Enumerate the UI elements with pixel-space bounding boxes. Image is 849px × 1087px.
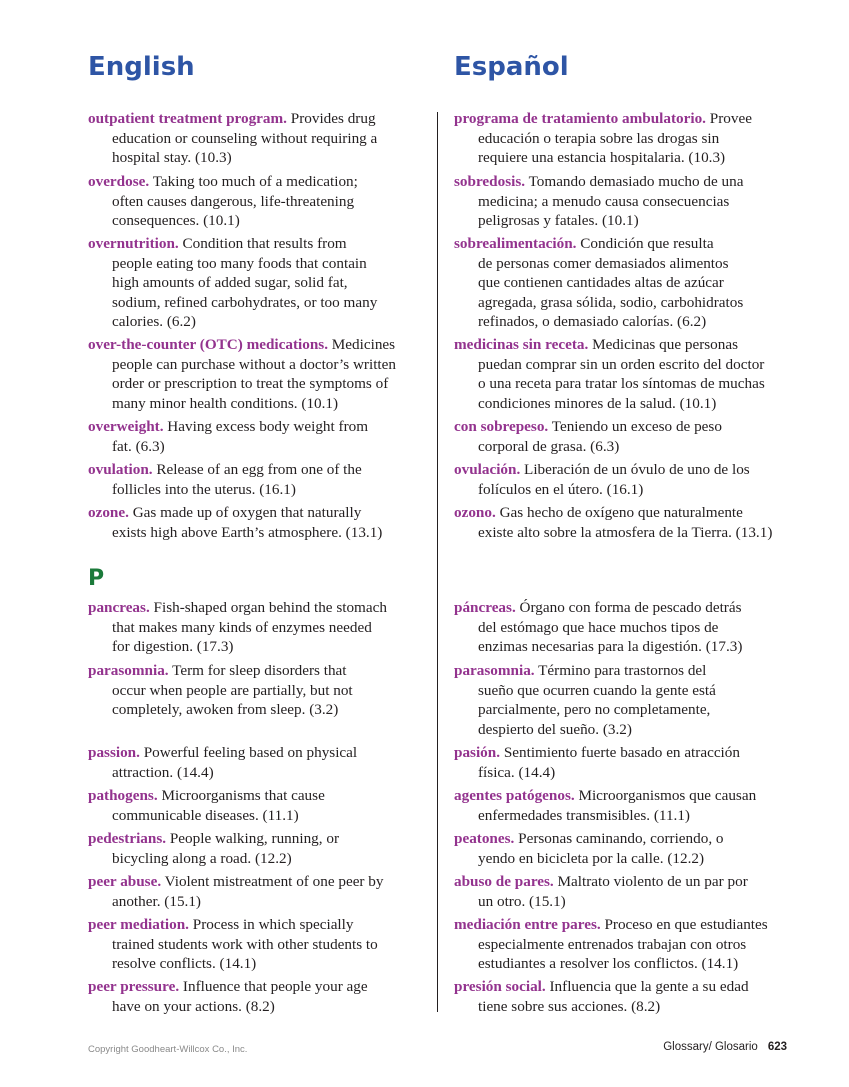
glossary-definition: Microorganisms that cause communicable diseases. (11.1) bbox=[112, 787, 325, 824]
glossary-entry bbox=[88, 872, 452, 911]
glossary-entry bbox=[88, 915, 452, 974]
glossary-entry bbox=[454, 234, 818, 332]
glossary-entry bbox=[88, 503, 452, 542]
glossary-definition: Taking too much of a medication; often causes dangerous, life-threatening consequences. (10.1) bbox=[112, 173, 358, 230]
glossary-entry bbox=[454, 417, 818, 456]
glossary-term: ozone. bbox=[88, 504, 129, 521]
glossary-entry bbox=[88, 460, 452, 499]
glossary-definition: Proceso en que estudiantes especialmente entrenados trabajan con otros estudiantes a resolver los conflictos. (14.1) bbox=[478, 916, 768, 973]
glossary-entry bbox=[88, 977, 452, 1016]
glossary-entry bbox=[88, 234, 452, 332]
glossary-definition: Gas made up of oxygen that naturally exists high above Earth’s atmosphere. (13.1) bbox=[112, 504, 383, 541]
glossary-term: overweight. bbox=[88, 418, 164, 435]
glossary-term: programa de tratamiento ambulatorio. bbox=[454, 110, 706, 127]
glossary-definition: Condition that results from people eating too many foods that contain high amounts of added sugar, solid fat, sodium, refined carbohydrates, or too many calories. (6.2) bbox=[112, 235, 378, 331]
glossary-entry bbox=[88, 743, 452, 782]
page-footer bbox=[663, 1041, 787, 1053]
glossary-term: outpatient treatment program. bbox=[88, 110, 287, 127]
glossary-term: pancreas. bbox=[88, 599, 150, 616]
glossary-entry bbox=[88, 786, 452, 825]
glossary-definition: People walking, running, or bicycling along a road. (12.2) bbox=[112, 830, 340, 867]
glossary-term: ozono. bbox=[454, 504, 496, 521]
glossary-term: pathogens. bbox=[88, 787, 158, 804]
glossary-definition: Influence that people your age have on your actions. (8.2) bbox=[112, 978, 368, 1015]
glossary-entry bbox=[454, 872, 818, 911]
glossary-term: passion. bbox=[88, 744, 140, 761]
glossary-term: pedestrians. bbox=[88, 830, 167, 847]
glossary-term: peer pressure. bbox=[88, 978, 180, 995]
glossary-entry bbox=[88, 109, 452, 168]
glossary-definition: Powerful feeling based on physical attraction. (14.4) bbox=[112, 744, 358, 781]
glossary-entry bbox=[454, 829, 818, 868]
glossary-entry bbox=[454, 786, 818, 825]
glossary-definition: Liberación de un óvulo de uno de los folículos en el útero. (16.1) bbox=[478, 461, 750, 498]
glossary-term: sobrealimentación. bbox=[454, 235, 577, 252]
glossary-entry bbox=[454, 172, 818, 231]
glossary-definition: Violent mistreatment of one peer by another. (15.1) bbox=[112, 873, 384, 910]
glossary-definition: Process in which specially trained students work with other students to resolve conflicts. (14.1) bbox=[112, 916, 378, 973]
glossary-term: páncreas. bbox=[454, 599, 516, 616]
glossary-definition: Provides drug education or counseling without requiring a hospital stay. (10.3) bbox=[112, 110, 378, 167]
glossary-entry bbox=[88, 829, 452, 868]
glossary-entry bbox=[88, 335, 452, 413]
glossary-term: agentes patógenos. bbox=[454, 787, 575, 804]
glossary-definition: Término para trastornos del sueño que ocurren cuando la gente está parcialmente, pero no completamente, despierto del sueño. (3.2) bbox=[478, 662, 716, 738]
glossary-definition: Medicines people can purchase without a doctor’s written order or prescription to treat the symptoms of many minor health conditions. (10.1) bbox=[112, 336, 396, 412]
glossary-entry bbox=[454, 598, 818, 657]
glossary-term: parasomnia. bbox=[454, 662, 535, 679]
glossary-definition: Provee educación o terapia sobre las drogas sin requiere una estancia hospitalaria. (10.3) bbox=[478, 110, 752, 167]
glossary-term: sobredosis. bbox=[454, 173, 526, 190]
glossary-definition: Tomando demasiado mucho de una medicina; a menudo causa consecuencias peligrosas y fatales. (10.1) bbox=[478, 173, 744, 230]
glossary-term: overnutrition. bbox=[88, 235, 179, 252]
glossary-entry bbox=[454, 977, 818, 1016]
glossary-term: over-the-counter (OTC) medications. bbox=[88, 336, 328, 353]
glossary-definition: Gas hecho de oxígeno que naturalmente existe alto sobre la atmosfera de la Tierra. (13.1) bbox=[478, 504, 773, 541]
glossary-definition: Sentimiento fuerte basado en atracción física. (14.4) bbox=[478, 744, 740, 781]
glossary-definition: Órgano con forma de pescado detrás del estómago que hace muchos tipos de enzimas necesarias para la digestión. (17.3) bbox=[478, 599, 743, 656]
glossary-definition: Influencia que la gente a su edad tiene sobre sus acciones. (8.2) bbox=[478, 978, 749, 1015]
glossary-entry bbox=[454, 503, 818, 542]
glossary-definition: Medicinas que personas puedan comprar sin un orden escrito del doctor o una receta para tratar los síntomas de muchas condiciones minores de la salud. (10.1) bbox=[478, 336, 765, 412]
glossary-entry bbox=[88, 661, 452, 720]
glossary-definition: Fish-shaped organ behind the stomach that makes many kinds of enzymes needed for digestion. (17.3) bbox=[112, 599, 387, 656]
glossary-definition: Having excess body weight from fat. (6.3) bbox=[112, 418, 369, 455]
glossary-definition: Condición que resulta de personas comer demasiados alimentos que contienen cantidades altas de azúcar agregada, grasa sólida, sodio, carbohidratos refinados, o demasiado calorías. (6.2) bbox=[478, 235, 744, 331]
glossary-term: presión social. bbox=[454, 978, 546, 995]
glossary-term: pasión. bbox=[454, 744, 501, 761]
glossary-definition: Maltrato violento de un par por un otro. (15.1) bbox=[478, 873, 748, 910]
copyright: Copyright Goodheart-Willcox Co., Inc. bbox=[88, 1044, 248, 1055]
glossary-term: ovulation. bbox=[88, 461, 153, 478]
glossary-entry bbox=[454, 661, 818, 739]
section-label: Glossary/ Glosario bbox=[663, 1041, 758, 1053]
spanish-heading: Español bbox=[454, 52, 569, 82]
glossary-definition: Teniendo un exceso de peso corporal de grasa. (6.3) bbox=[478, 418, 722, 455]
glossary-entry bbox=[88, 172, 452, 231]
glossary-definition: Microorganismos que causan enfermedades transmisibles. (11.1) bbox=[478, 787, 757, 824]
glossary-entry bbox=[88, 598, 452, 657]
glossary-term: mediación entre pares. bbox=[454, 916, 601, 933]
glossary-term: abuso de pares. bbox=[454, 873, 554, 890]
glossary-term: peer mediation. bbox=[88, 916, 189, 933]
glossary-definition: Term for sleep disorders that occur when people are partially, but not completely, awoken from sleep. (3.2) bbox=[112, 662, 353, 719]
english-heading: English bbox=[88, 52, 195, 82]
glossary-definition: Release of an egg from one of the follicles into the uterus. (16.1) bbox=[112, 461, 362, 498]
glossary-term: medicinas sin receta. bbox=[454, 336, 589, 353]
glossary-definition: Personas caminando, corriendo, o yendo en bicicleta por la calle. (12.2) bbox=[478, 830, 724, 867]
glossary-term: peer abuse. bbox=[88, 873, 162, 890]
page-number: 623 bbox=[767, 1041, 787, 1053]
glossary-entry bbox=[454, 915, 818, 974]
glossary-entry bbox=[454, 460, 818, 499]
glossary-entry bbox=[454, 743, 818, 782]
glossary-entry bbox=[454, 109, 818, 168]
letter-heading: P bbox=[88, 566, 105, 591]
glossary-term: parasomnia. bbox=[88, 662, 169, 679]
glossary-term: ovulación. bbox=[454, 461, 521, 478]
glossary-term: overdose. bbox=[88, 173, 150, 190]
glossary-entry bbox=[454, 335, 818, 413]
glossary-term: con sobrepeso. bbox=[454, 418, 549, 435]
glossary-entry bbox=[88, 417, 452, 456]
glossary-term: peatones. bbox=[454, 830, 515, 847]
